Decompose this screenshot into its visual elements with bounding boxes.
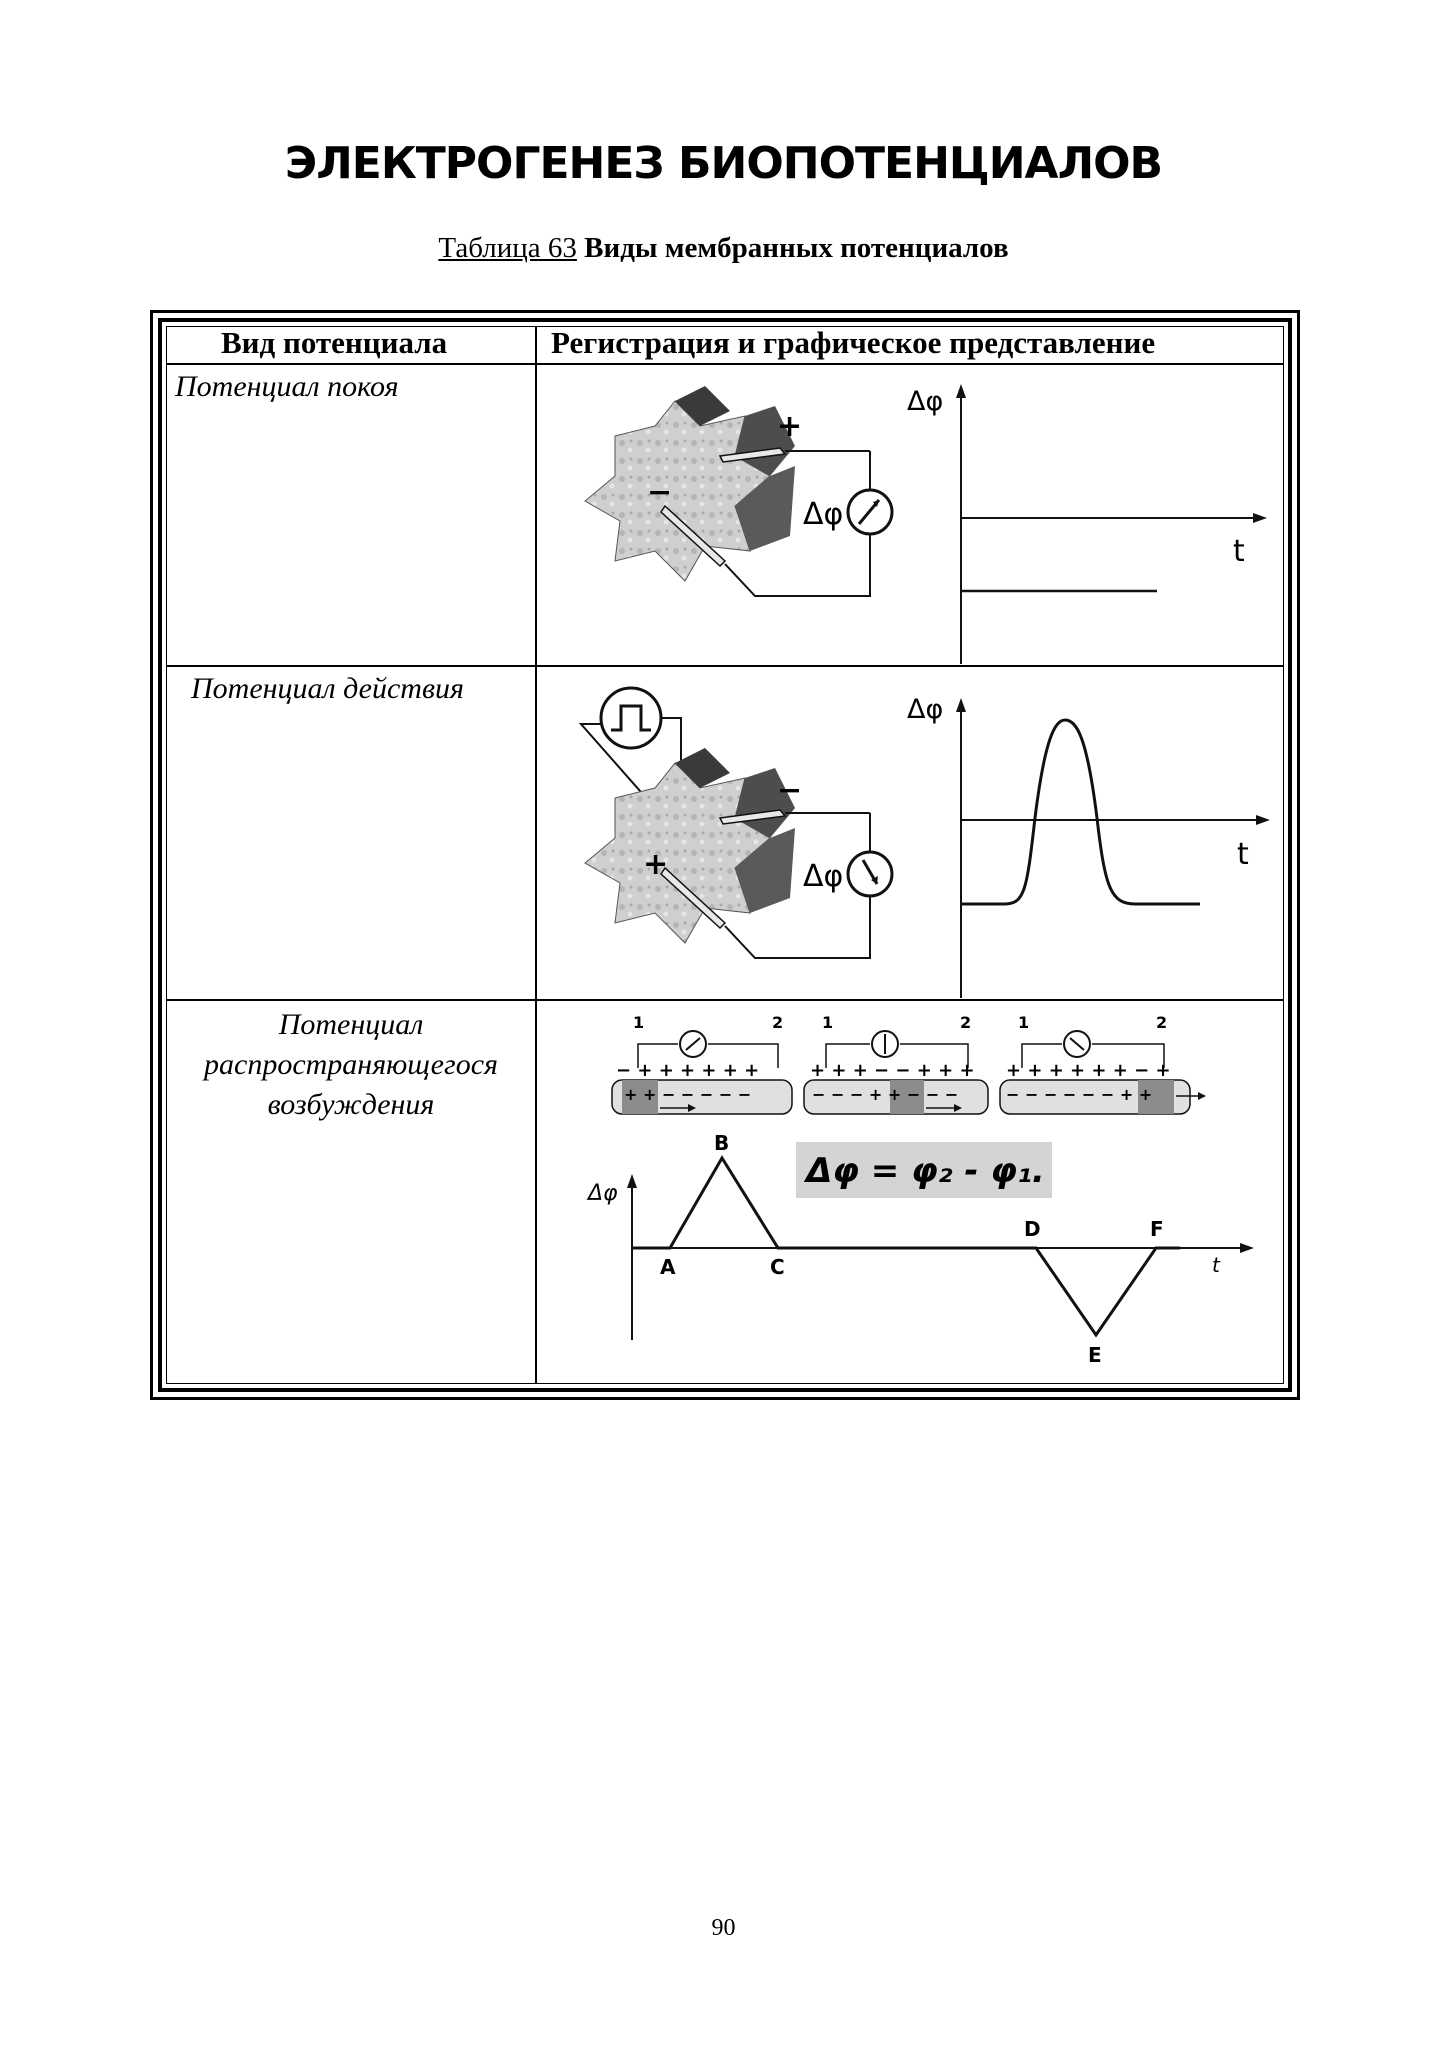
point-label-e: E bbox=[1088, 1343, 1102, 1367]
meter-label: Δφ bbox=[803, 859, 844, 894]
fiber-inside-charges: + + − − − − − bbox=[624, 1085, 752, 1104]
voltmeter-icon bbox=[848, 490, 892, 534]
point-label-a: A bbox=[660, 1255, 676, 1279]
x-axis-label: t bbox=[1212, 1253, 1220, 1277]
minus-sign: − bbox=[777, 773, 803, 808]
point-label-f: F bbox=[1150, 1217, 1164, 1241]
row-label-resting: Потенциал покоя bbox=[175, 370, 399, 403]
cell-icon bbox=[585, 386, 795, 581]
propagating-excitation-diagram bbox=[560, 1000, 1280, 1370]
x-axis-label: t bbox=[1233, 534, 1245, 569]
meter-label: Δφ bbox=[803, 497, 844, 532]
resting-potential-diagram bbox=[545, 366, 1305, 664]
row-label-propagating bbox=[167, 1005, 535, 1125]
plus-sign: + bbox=[643, 847, 669, 882]
header-registration: Регистрация и графическое представление bbox=[551, 325, 1156, 360]
x-axis-label: t bbox=[1237, 837, 1249, 872]
minus-sign: − bbox=[647, 475, 673, 510]
table-caption bbox=[0, 232, 1447, 265]
caption-label: Таблица 63 bbox=[438, 232, 577, 264]
formula: Δφ = φ₂ - φ₁. bbox=[806, 1151, 1045, 1191]
point-label-d: D bbox=[1024, 1217, 1041, 1241]
row-label-line: возбуждения bbox=[267, 1088, 435, 1121]
resting-graph bbox=[907, 384, 1267, 664]
row-label-action: Потенциал действия bbox=[191, 672, 464, 705]
action-potential-diagram bbox=[545, 668, 1305, 998]
electrode-label-2: 2 bbox=[1156, 1013, 1168, 1032]
fiber-segment-1 bbox=[612, 1013, 792, 1114]
fiber-top-charges: + + + + + + − + bbox=[1006, 1060, 1171, 1081]
fiber-segment-2 bbox=[804, 1013, 988, 1114]
caption-text: Виды мембранных потенциалов bbox=[584, 232, 1009, 264]
fiber-top-charges: + + + − − + + + bbox=[810, 1060, 975, 1081]
voltmeter-icon bbox=[848, 852, 892, 896]
electrode-label-1: 1 bbox=[633, 1013, 645, 1032]
column-divider bbox=[535, 327, 537, 1383]
fiber-segment-3 bbox=[1000, 1013, 1206, 1114]
y-axis-label: Δφ bbox=[588, 1181, 618, 1206]
cell-icon bbox=[585, 748, 795, 943]
fiber-inside-charges: − − − + + − − − bbox=[812, 1085, 959, 1104]
row-label-line: Потенциал bbox=[278, 1008, 424, 1041]
page-title: ЭЛЕКТРОГЕНЕЗ БИОПОТЕНЦИАЛОВ bbox=[284, 138, 1163, 189]
action-graph bbox=[907, 694, 1270, 998]
electrode-label-2: 2 bbox=[960, 1013, 972, 1032]
electrode-label-1: 1 bbox=[822, 1013, 834, 1032]
header-potential-type: Вид потенциала bbox=[221, 325, 448, 360]
point-label-c: C bbox=[770, 1255, 785, 1279]
point-label-b: B bbox=[714, 1131, 730, 1155]
y-axis-label: Δφ bbox=[907, 694, 944, 725]
header-divider bbox=[167, 363, 1283, 365]
row-label-line: распространяющегося bbox=[204, 1048, 498, 1081]
electrode-label-2: 2 bbox=[772, 1013, 784, 1032]
electrode-label-1: 1 bbox=[1018, 1013, 1030, 1032]
y-axis-label: Δφ bbox=[907, 386, 944, 417]
fiber-inside-charges: − − − − − − + + bbox=[1006, 1085, 1153, 1104]
plus-sign: + bbox=[777, 409, 803, 444]
page-number: 90 bbox=[711, 1915, 736, 1941]
row-divider-1 bbox=[167, 665, 1283, 667]
fiber-top-charges: − + + + + + + bbox=[616, 1060, 760, 1081]
